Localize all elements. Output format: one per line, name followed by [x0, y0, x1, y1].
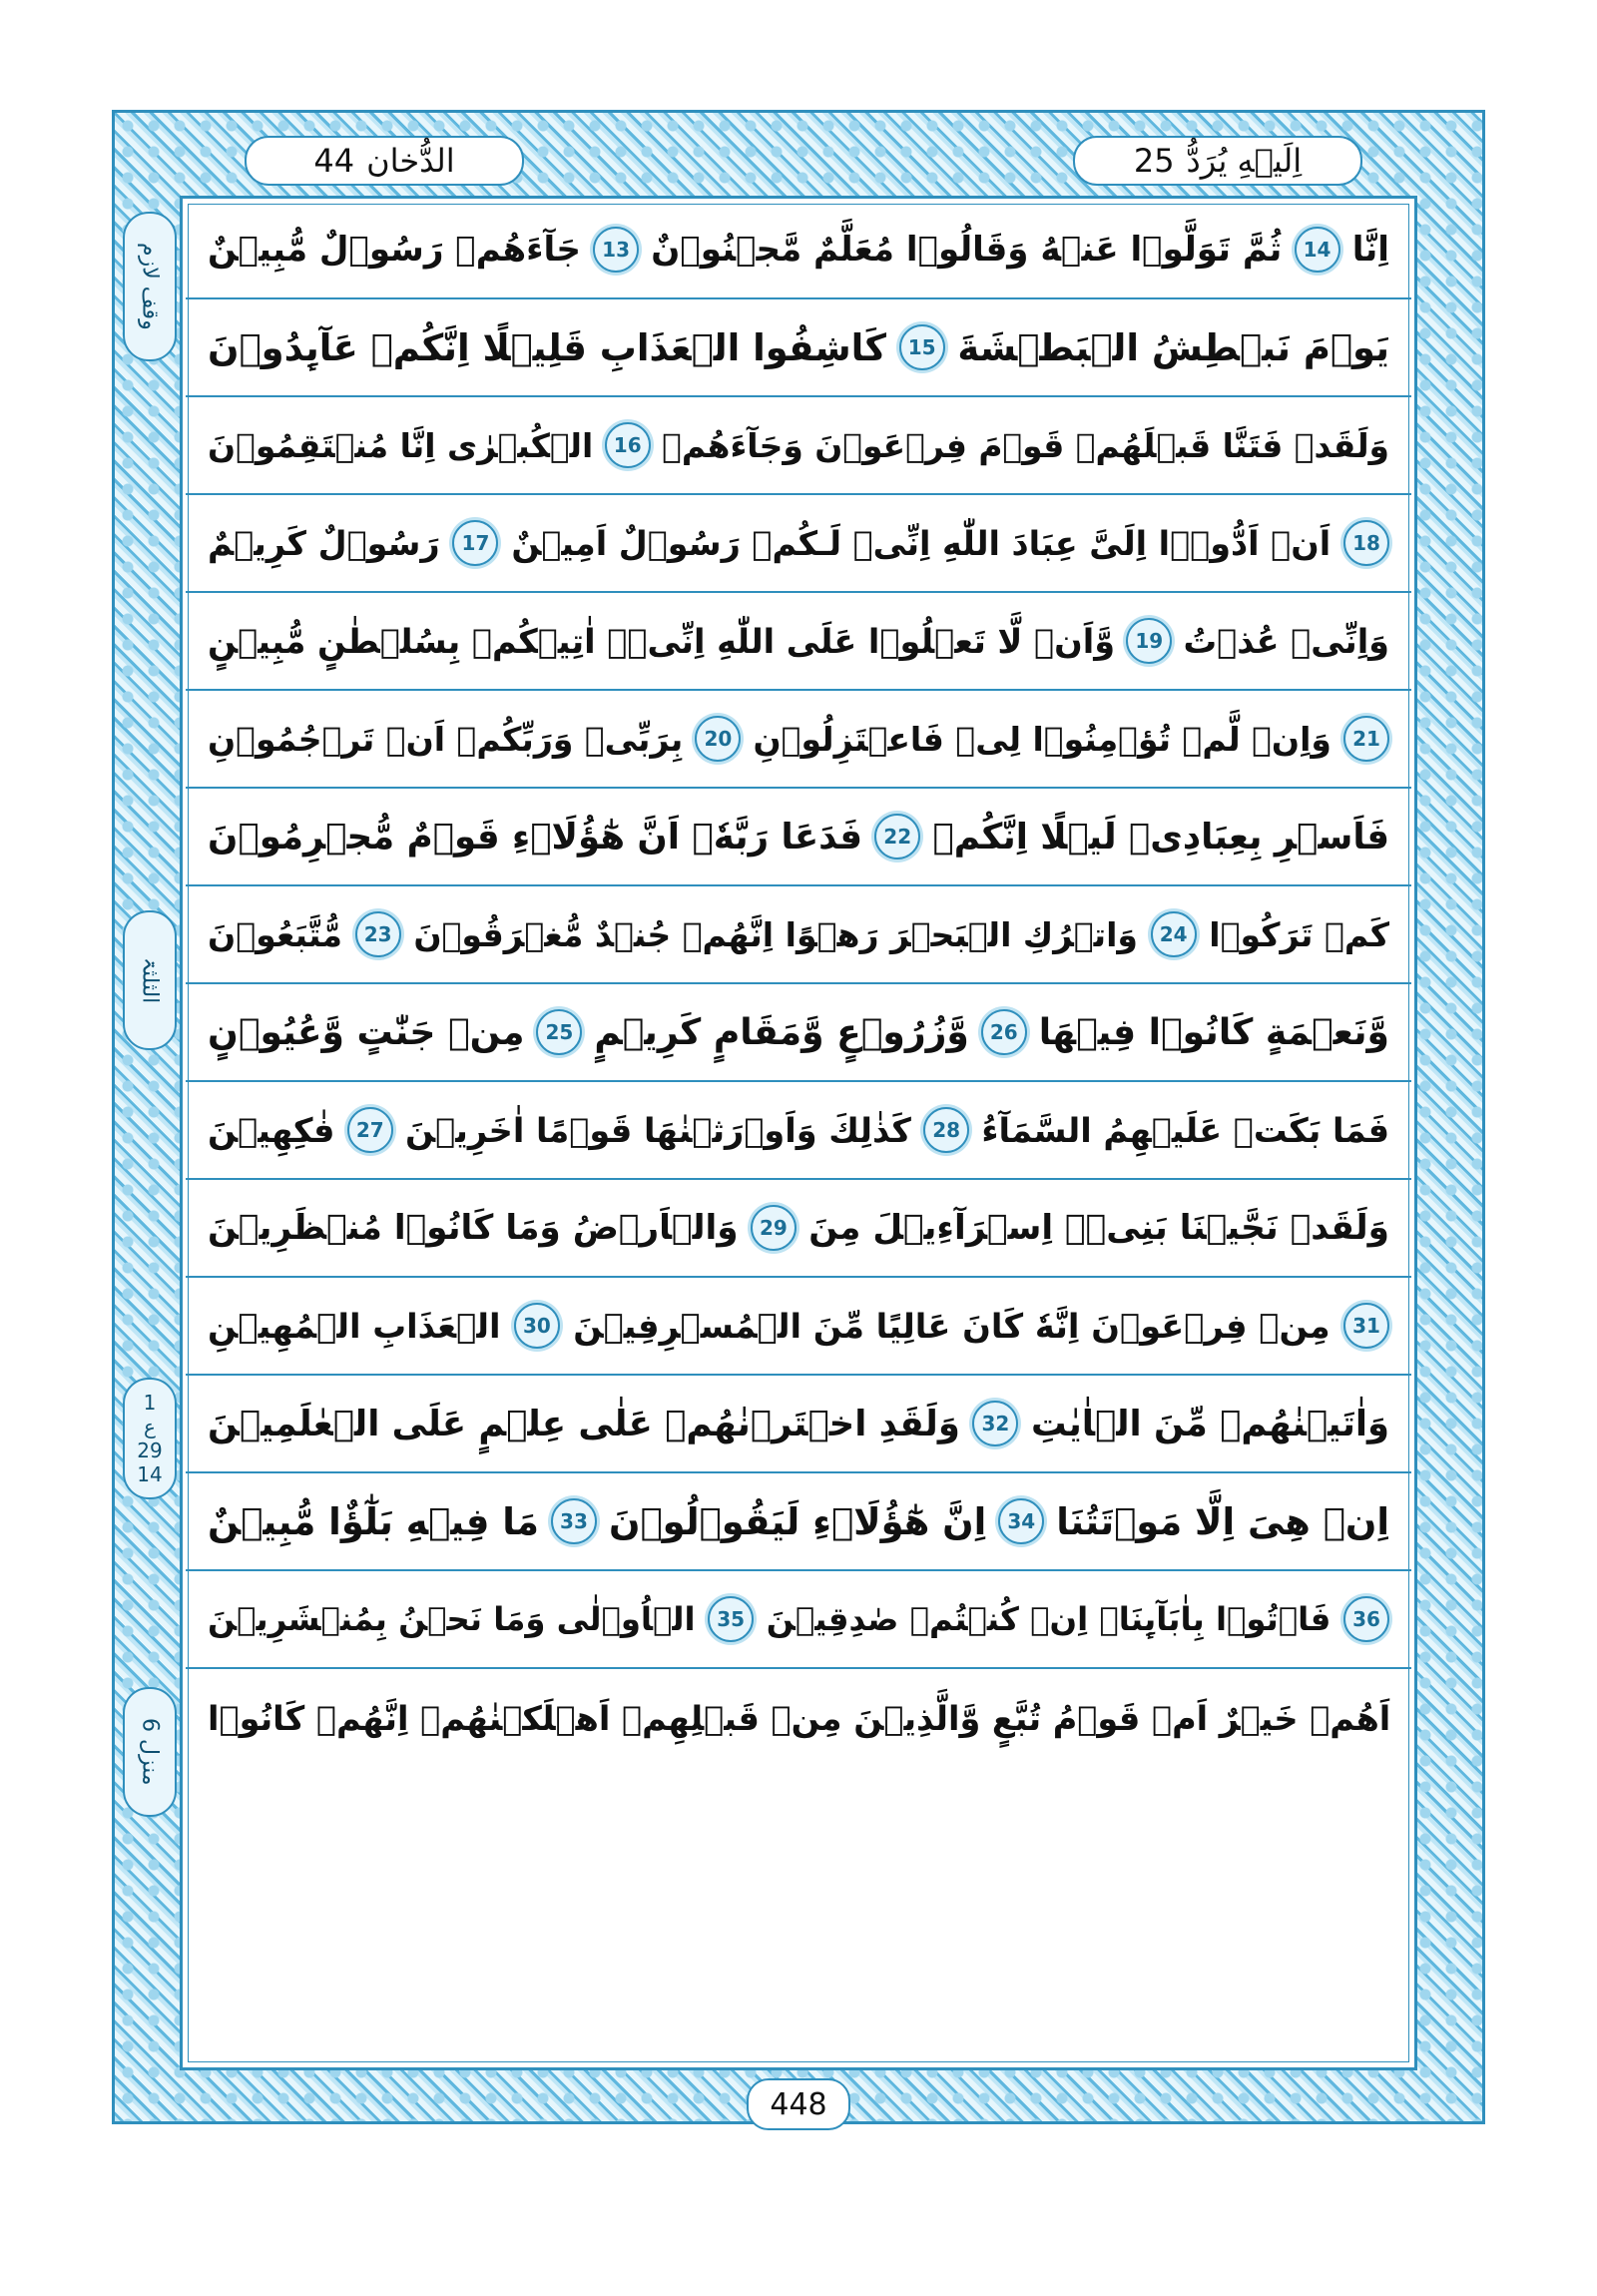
- ruku-top: 1: [143, 1391, 157, 1415]
- juz-header: [1073, 136, 1362, 186]
- verse-text: فَمَا بَكَتۡ عَلَيۡهِمُ السَّمَآءُ: [981, 1110, 1389, 1150]
- verse-text: كَاشِفُوا الۡعَذَابِ قَلِيۡلًا اِنَّكُمۡ عَآٮِٕدُوۡنَ: [208, 325, 886, 369]
- thuluth-label: الثلثۃ: [137, 956, 163, 1004]
- verse-lines: [186, 202, 1411, 1767]
- ayah-number-marker: 28: [923, 1107, 969, 1153]
- verse-line: [186, 1473, 1411, 1571]
- verse-text: وَّزُرُوۡعٍ وَّمَقَامٍ كَرِيۡمٍ: [594, 1011, 969, 1053]
- verse-line: [186, 1082, 1411, 1180]
- ruku-marker: [123, 1378, 177, 1499]
- verse-line: [186, 495, 1411, 593]
- verse-text: يَوۡمَ نَبۡطِشُ الۡبَطۡشَةَ: [957, 325, 1389, 369]
- verse-text: مُّتَّبَعُوۡنَ: [208, 914, 342, 954]
- waqf-label: وقف لازم: [137, 243, 163, 330]
- ayah-number-marker: 26: [981, 1009, 1027, 1055]
- manzil-marker: [123, 1687, 177, 1817]
- verse-line: [186, 1278, 1411, 1376]
- verse-text: اَنۡ اَدُّوۡۤا اِلَىَّ عِبَادَ اللّٰهِ اِنِّىۡ لَـكُمۡ رَسُوۡلٌ اَمِيۡنٌ: [511, 523, 1331, 563]
- verse-text: وَلَقَدۡ نَجَّيۡنَا بَنِىۡۤ اِسۡرَآءِيۡلَ مِنَ: [808, 1208, 1389, 1248]
- verse-text: وَالۡاَرۡضُ وَمَا كَانُوۡا مُنۡظَرِيۡنَ: [208, 1208, 739, 1248]
- verse-text: اِنۡ هِىَ اِلَّا مَوۡتَتُنَا: [1056, 1499, 1389, 1543]
- verse-text: وَلَقَدِ اخۡتَرۡنٰهُمۡ عَلٰى عِلۡمٍ عَلَى الۡعٰلَمِيۡنَ: [208, 1403, 960, 1444]
- verse-text: جَآءَهُمۡ رَسُوۡلٌ مُّبِيۡنٌ: [208, 230, 581, 270]
- ayah-number-marker: 21: [1343, 716, 1389, 762]
- verse-text: وَاِنۡ لَّمۡ تُؤۡمِنُوۡا لِىۡ فَاعۡتَزِلُوۡنِ: [753, 719, 1331, 759]
- verse-line: [186, 691, 1411, 789]
- verse-text: فَاَسۡرِ بِعِبَادِىۡ لَيۡلًا اِنَّكُمۡ: [932, 816, 1389, 858]
- ayah-number-marker: 24: [1151, 911, 1197, 957]
- verse-text: وَّنَعۡمَةٍ كَانُوۡا فِيۡهَا: [1038, 1011, 1389, 1053]
- verse-text: رَسُوۡلٌ كَرِيۡمٌ: [208, 523, 440, 563]
- verse-line: [186, 1571, 1411, 1669]
- verse-text: ثُمَّ تَوَلَّوۡا عَنۡهُ وَقَالُوۡا مُعَلَّمٌ مَّجۡنُوۡنٌ: [651, 230, 1283, 270]
- verse-text: مِنۡ جَنّٰتٍ وَّعُيُوۡنٍ: [208, 1011, 525, 1053]
- ayah-number-marker: 18: [1343, 520, 1389, 566]
- verse-text: الۡعَذَابِ الۡمُهِيۡنِ: [208, 1306, 501, 1346]
- verse-line: [186, 984, 1411, 1082]
- verse-text: فَدَعَا رَبَّهٗۤ اَنَّ هٰٓؤُلَاۤءِ قَوۡمٌ مُّجۡرِمُوۡنَ: [208, 816, 863, 858]
- verse-text: فٰكِهِيۡنَ: [208, 1110, 335, 1150]
- ayah-number-marker: 27: [347, 1107, 393, 1153]
- juz-name: اِلَیۡهِ یُرَدُّ: [1186, 142, 1303, 180]
- verse-text: اَهُمۡ خَيۡرٌ اَمۡ قَوۡمُ تُبَّعٍ وَّالَّذِيۡنَ مِنۡ قَبۡلِهِمۡ اَهۡلَكۡنٰهُمۡ اِنَّهُمۡ كَانُوۡا: [208, 1698, 1391, 1738]
- verse-text: اِنَّ هٰٓؤُلَاۤءِ لَيَقُوۡلُوۡنَ: [608, 1499, 987, 1543]
- verse-line: [186, 1376, 1411, 1473]
- ayah-number-marker: 23: [355, 911, 401, 957]
- ayah-number-marker: 13: [593, 227, 639, 273]
- verse-text: اِنَّا: [1351, 230, 1389, 270]
- verse-line: [186, 789, 1411, 886]
- surah-name: الدُّخان: [366, 142, 455, 180]
- verse-text: وَاٰتَيۡنٰهُمۡ مِّنَ الۡاٰيٰتِ: [1030, 1403, 1389, 1444]
- verse-line: [186, 886, 1411, 984]
- ayah-number-marker: 25: [536, 1009, 582, 1055]
- verse-text: فَاۡتُوۡا بِاٰبَآٮِٕنَاۤ اِنۡ كُنۡتُمۡ صٰدِقِيۡنَ: [766, 1600, 1331, 1638]
- verse-line: [186, 202, 1411, 299]
- thuluth-marker: [123, 910, 177, 1050]
- verse-line: [186, 1180, 1411, 1278]
- ayah-number-marker: 36: [1343, 1596, 1389, 1642]
- verse-text: الۡكُبۡرٰى اِنَّا مُنۡتَقِمُوۡنَ: [208, 425, 594, 465]
- ayah-number-marker: 33: [551, 1498, 597, 1544]
- verse-text: وَاتۡرُكِ الۡبَحۡرَ رَهۡوًا اِنَّهُمۡ جُنۡدٌ مُّغۡرَقُوۡنَ: [413, 914, 1138, 954]
- page-number: 448: [747, 2078, 850, 2130]
- verse-text: مِنۡ فِرۡعَوۡنَ اِنَّهٗ كَانَ عَالِيًا مِّنَ الۡمُسۡرِفِيۡنَ: [573, 1306, 1331, 1346]
- ayah-number-marker: 31: [1343, 1303, 1389, 1349]
- surah-number: 44: [313, 142, 355, 180]
- verse-line: [186, 593, 1411, 691]
- ayah-number-marker: 20: [695, 716, 741, 762]
- ayah-number-marker: 29: [751, 1205, 797, 1251]
- ayah-number-marker: 34: [998, 1498, 1044, 1544]
- ayah-number-marker: 17: [452, 520, 498, 566]
- verse-text: وَاِنِّىۡ عُذۡتُ: [1183, 621, 1389, 661]
- manzil-label: منزل 6: [137, 1718, 163, 1786]
- verse-line: [186, 299, 1411, 397]
- verse-text: وَلَقَدۡ فَتَنَّا قَبۡلَهُمۡ قَوۡمَ فِرۡعَوۡنَ وَجَآءَهُمۡ: [662, 425, 1389, 465]
- ayah-number-marker: 19: [1126, 618, 1172, 664]
- verse-line: [186, 1669, 1411, 1767]
- ayah-number-marker: 22: [874, 814, 920, 860]
- ayah-number-marker: 16: [605, 422, 651, 468]
- verse-line: [186, 397, 1411, 495]
- waqf-marker: [123, 212, 177, 361]
- verse-text: بِرَبِّىۡ وَرَبِّكُمۡ اَنۡ تَرۡجُمُوۡنِ: [208, 719, 684, 759]
- verse-text: وَّاَنۡ لَّا تَعۡلُوۡا عَلَى اللّٰهِ اِنِّىۡۤ اٰتِيۡكُمۡ بِسُلۡطٰنٍ مُّبِيۡنٍ: [208, 621, 1116, 661]
- surah-header: [245, 136, 524, 186]
- juz-number: 25: [1133, 142, 1175, 180]
- ruku-bottom: 14: [137, 1462, 163, 1486]
- verse-text: كَذٰلِكَ وَاَوۡرَثۡنٰهَا قَوۡمًا اٰخَرِيۡنَ: [405, 1110, 911, 1150]
- ruku-symbol: ع: [144, 1415, 156, 1438]
- verse-text: كَمۡ تَرَكُوۡا: [1209, 914, 1389, 954]
- ayah-number-marker: 14: [1295, 227, 1340, 273]
- ayah-number-marker: 30: [514, 1303, 560, 1349]
- verse-text: مَا فِيۡهِ بَلٰٓؤٌا مُّبِيۡنٌ: [208, 1499, 539, 1543]
- ayah-number-marker: 15: [899, 324, 945, 370]
- ruku-mid: 29: [137, 1438, 163, 1462]
- ayah-number-marker: 32: [972, 1401, 1018, 1446]
- ayah-number-marker: 35: [708, 1596, 754, 1642]
- verse-text: الۡاُوۡلٰى وَمَا نَحۡنُ بِمُنۡشَرِيۡنَ: [208, 1600, 696, 1638]
